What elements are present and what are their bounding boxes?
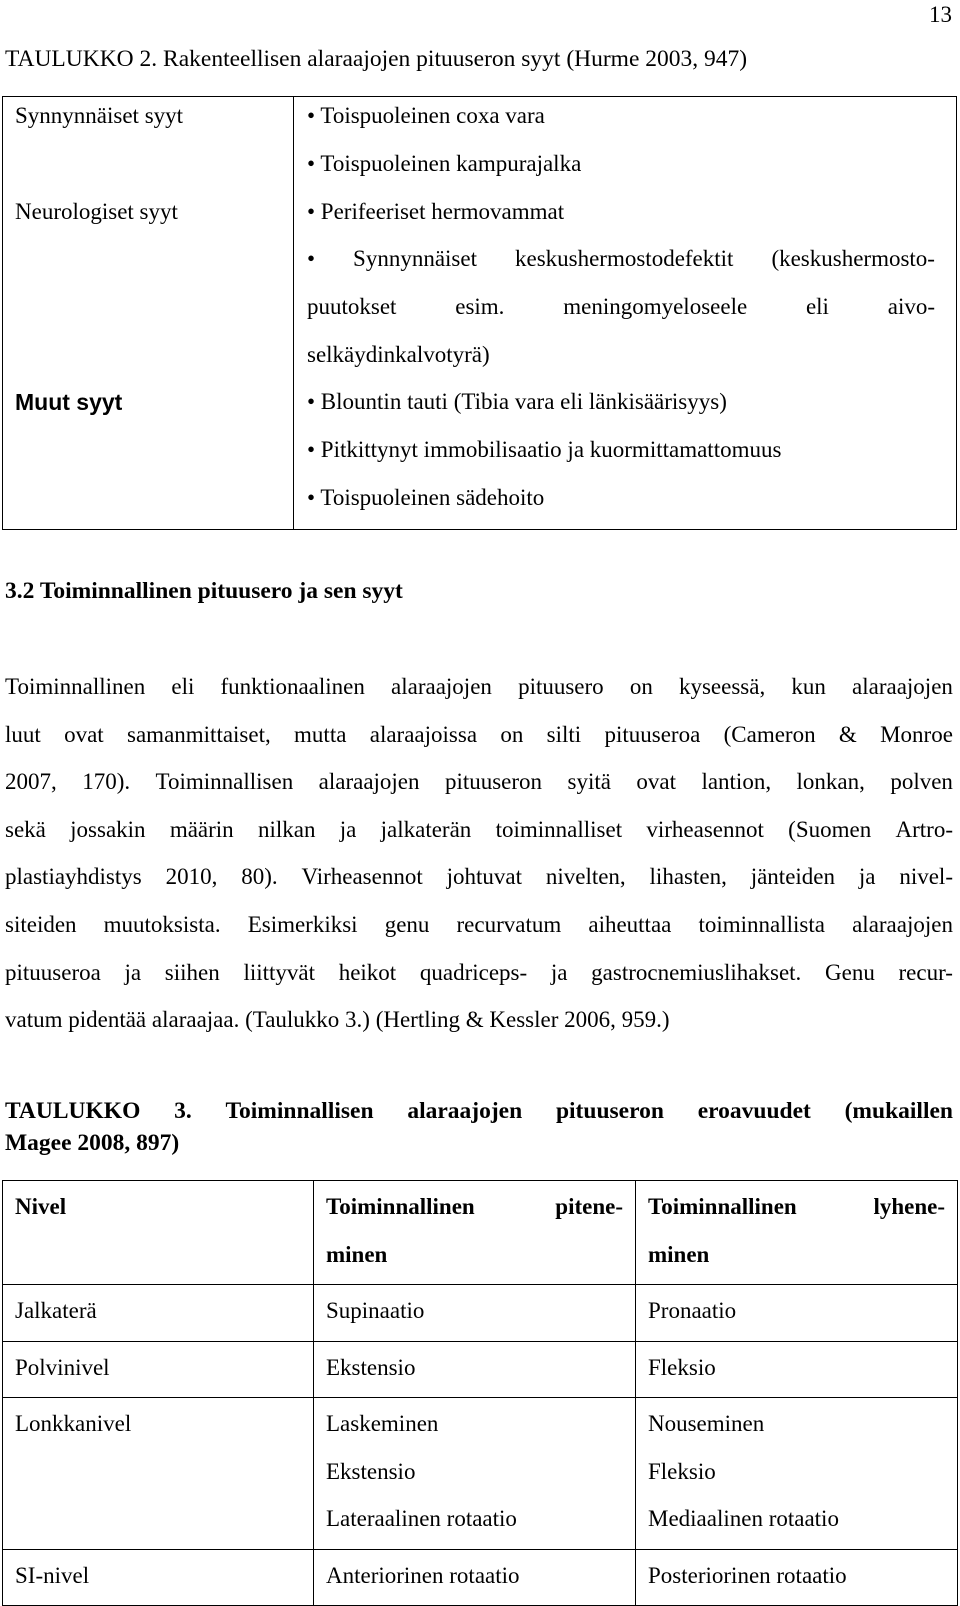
word: mutta <box>294 721 347 747</box>
word: Virheasennot <box>301 864 423 890</box>
table2 <box>2 96 957 530</box>
word: jänteiden <box>750 864 835 890</box>
word: alaraajojen <box>407 1098 523 1124</box>
header-word: minen <box>648 1241 710 1267</box>
word: 2010, <box>165 864 218 890</box>
table-row <box>3 1285 958 1342</box>
header-word: lyhene- <box>873 1194 945 1219</box>
word: on <box>500 721 524 747</box>
word: johtuvat <box>446 864 522 890</box>
word: liittyvät <box>243 959 315 985</box>
table-row <box>3 1398 958 1550</box>
cell-line: Fleksio <box>648 1354 716 1380</box>
word: Genu <box>825 959 875 985</box>
word: heikot <box>338 959 397 985</box>
item-defektit-cont <box>307 294 935 320</box>
word: genu <box>384 912 430 937</box>
cell-line: Posteriorinen rotaatio <box>648 1562 847 1588</box>
cell-line: Ekstensio <box>326 1458 416 1484</box>
cell-joint: SI-nivel <box>3 1549 314 1606</box>
paragraph-line <box>5 912 953 938</box>
word: virheasennot <box>646 816 764 842</box>
word: pituuseroa <box>5 959 101 985</box>
word: lonkan, <box>796 769 865 795</box>
cell-lengthening <box>314 1341 636 1398</box>
item-defektit-end: selkäydinkalvotyrä) <box>307 342 490 367</box>
word: siihen <box>164 959 220 985</box>
cell-line: Laskeminen <box>326 1411 439 1436</box>
word: syitä <box>567 769 611 795</box>
table2-caption-text: TAULUKKO 2. Rakenteellisen alaraajojen pituuseron syyt (Hurme 2003, 947) <box>5 46 748 72</box>
word: puutokset <box>307 294 397 319</box>
item-synnynnaiset-defektit <box>307 246 935 272</box>
cell-shortening <box>636 1341 958 1398</box>
cell-line: Supinaatio <box>326 1298 425 1323</box>
header-shortening <box>636 1181 958 1285</box>
word: alaraajoissa <box>369 721 478 747</box>
word: sekä <box>5 816 46 842</box>
cell-line: Pronaatio <box>648 1298 737 1323</box>
category-neurologiset: Neurologiset syyt <box>15 199 178 224</box>
word: (Cameron <box>723 721 816 747</box>
word: nivel- <box>899 864 953 890</box>
word: jalkaterän <box>380 816 472 842</box>
cell-joint: Jalkaterä <box>3 1285 314 1342</box>
word: alaraajojen <box>852 912 953 937</box>
word: ovat <box>636 769 676 795</box>
category-muut: Muut syyt <box>15 389 123 415</box>
word: 80). <box>241 864 278 890</box>
word: kyseessä, <box>678 674 766 699</box>
table2-caption <box>5 46 747 73</box>
table2-column-divider <box>293 97 294 529</box>
word: pituuseroa <box>604 721 701 747</box>
word: ovat <box>64 721 104 747</box>
word: aiheuttaa <box>588 912 672 937</box>
cell-shortening <box>636 1398 958 1550</box>
word: eli <box>805 294 829 319</box>
paragraph-line: vatum pidentää alaraajaa. (Taulukko 3.) (Hertling & Kessler 2006, 959.) <box>5 1007 670 1033</box>
word: Esimerkiksi <box>247 912 358 937</box>
word: alaraajojen <box>318 769 420 795</box>
word: 3. <box>174 1098 192 1124</box>
word: pituuseron <box>444 769 543 795</box>
word: Toiminnallinen <box>5 674 146 699</box>
word: (Suomen <box>788 816 872 842</box>
word: nilkan <box>257 816 316 842</box>
paragraph-line <box>5 817 953 843</box>
word: recur- <box>898 959 953 985</box>
cell-lengthening <box>314 1398 636 1550</box>
word: alaraajojen <box>852 674 953 699</box>
word: eli <box>171 674 195 699</box>
word: ja <box>550 959 568 985</box>
item-perifeeriset: • Perifeeriset hermovammat <box>307 199 565 224</box>
word: (mukaillen <box>844 1098 953 1124</box>
word: Monroe <box>880 721 953 747</box>
word: meningomyeloseele <box>563 294 748 319</box>
paragraph-line <box>5 722 953 748</box>
header-nivel: Nivel <box>3 1181 314 1285</box>
item-blountin: • Blountin tauti (Tibia vara eli länkisäärisyys) <box>307 389 727 414</box>
cell-line: Fleksio <box>648 1458 716 1484</box>
table3-header-row <box>3 1181 958 1285</box>
word: lantion, <box>701 769 772 795</box>
paragraph-line <box>5 864 953 890</box>
paragraph-line <box>5 960 953 986</box>
cell-lengthening <box>314 1549 636 1606</box>
item-sadehoito: • Toispuoleinen sädehoito <box>307 485 545 510</box>
word: nivelten, <box>545 864 626 890</box>
cell-line: Mediaalinen rotaatio <box>648 1506 839 1531</box>
item-immobilisaatio: • Pitkittynyt immobilisaatio ja kuormittamattomuus <box>307 437 782 462</box>
cell-line: Anteriorinen rotaatio <box>326 1562 520 1588</box>
header-word: Toiminnallinen <box>326 1194 475 1219</box>
cell-joint: Lonkkanivel <box>3 1398 314 1550</box>
word: lihasten, <box>649 864 727 890</box>
page-number: 13 <box>929 2 952 27</box>
header-lengthening-line1 <box>326 1183 623 1231</box>
word: muutoksista. <box>103 912 221 937</box>
word: samanmittaiset, <box>127 721 271 747</box>
table3 <box>2 1180 958 1606</box>
header-word: pitene- <box>555 1194 623 1219</box>
category-synnynnaiset: Synnynnäiset syyt <box>15 103 184 128</box>
item-coxa-vara: • Toispuoleinen coxa vara <box>307 103 545 128</box>
word: siteiden <box>5 912 77 937</box>
header-lengthening <box>314 1181 636 1285</box>
cell-lengthening <box>314 1285 636 1342</box>
word: esim. <box>455 294 505 319</box>
word: ja <box>339 816 357 842</box>
cell-joint: Polvinivel <box>3 1341 314 1398</box>
paragraph-line <box>5 769 953 795</box>
word: recurvatum <box>456 912 562 937</box>
word: on <box>629 674 653 699</box>
table3-caption-line2: Magee 2008, 897) <box>5 1130 180 1156</box>
word: Artro- <box>895 816 953 842</box>
word: plastiayhdistys <box>5 864 142 890</box>
word: • <box>307 246 316 271</box>
table3-body <box>3 1285 958 1606</box>
word: pituusero <box>518 674 604 699</box>
word: toiminnallista <box>698 912 825 937</box>
section-heading: 3.2 Toiminnallinen pituusero ja sen syyt <box>5 578 403 604</box>
word: polven <box>890 769 953 795</box>
word: Synnynnäiset <box>353 246 477 271</box>
word: pituuseron <box>555 1098 664 1124</box>
word: (keskushermosto- <box>771 246 935 271</box>
paragraph-line <box>5 674 953 700</box>
word: TAULUKKO <box>5 1098 141 1124</box>
header-word: minen <box>326 1241 388 1267</box>
word: Toiminnallisen <box>225 1098 374 1124</box>
word: aivo- <box>887 294 935 319</box>
word: eroavuudet <box>697 1098 811 1124</box>
header-shortening-line1 <box>648 1183 945 1231</box>
word: ja <box>858 864 876 890</box>
word: määrin <box>169 816 234 842</box>
word: alaraajojen <box>391 674 492 699</box>
word: kun <box>791 674 826 699</box>
word: toiminnalliset <box>495 816 623 842</box>
word: funktionaalinen <box>220 674 365 699</box>
cell-shortening <box>636 1549 958 1606</box>
cell-line: Ekstensio <box>326 1354 416 1380</box>
word: 170). <box>82 769 131 795</box>
cell-line: Nouseminen <box>648 1411 765 1436</box>
word: Toiminnallisen <box>155 769 294 795</box>
cell-shortening <box>636 1285 958 1342</box>
table3-caption-line1 <box>5 1098 953 1125</box>
word: jossakin <box>70 816 146 842</box>
word: quadriceps- <box>419 959 528 985</box>
cell-line: Lateraalinen rotaatio <box>326 1506 517 1531</box>
table-row <box>3 1549 958 1606</box>
word: gastrocnemiuslihakset. <box>591 959 802 985</box>
word: silti <box>546 721 582 747</box>
word: ja <box>124 959 142 985</box>
item-kampurajalka: • Toispuoleinen kampurajalka <box>307 151 582 176</box>
word: & <box>838 721 857 747</box>
word: 2007, <box>5 769 57 795</box>
table-row <box>3 1341 958 1398</box>
word: luut <box>5 721 41 747</box>
word: keskushermostodefektit <box>514 246 734 271</box>
header-word: Toiminnallinen <box>648 1194 797 1219</box>
